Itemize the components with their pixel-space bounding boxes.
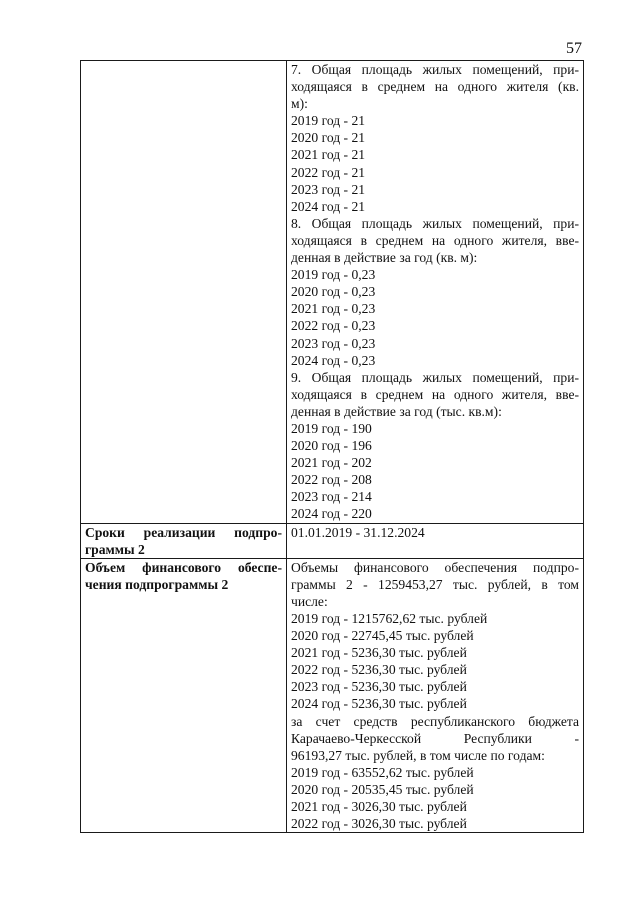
row-value-line: 2020 год - 22745,45 тыс. рублей bbox=[291, 628, 474, 644]
row-value-line: 2023 год - 5236,30 тыс. рублей bbox=[291, 679, 467, 695]
row-value-line: 2019 год - 0,23 bbox=[291, 267, 376, 283]
row-value-line: 2022 год - 3026,30 тыс. рублей bbox=[291, 816, 467, 832]
row-value-line: 2022 год - 5236,30 тыс. рублей bbox=[291, 662, 467, 678]
row-value-line: Объемы финансового обеспечения подпро- bbox=[291, 559, 579, 575]
row-value-line: 2019 год - 21 bbox=[291, 113, 366, 129]
row-value-line: 96193,27 тыс. рублей, в том числе по годам: bbox=[291, 747, 545, 763]
row-value-line: за счет средств республиканского бюджета bbox=[291, 713, 579, 729]
row-value-line: 2020 год - 196 bbox=[291, 438, 372, 454]
row-value-line: 2021 год - 202 bbox=[291, 455, 372, 471]
row-value-line: 2024 год - 5236,30 тыс. рублей bbox=[291, 696, 467, 712]
row-value-line: Карачаево-Черкесской Республики - bbox=[291, 730, 579, 746]
row-value-line: числе: bbox=[291, 593, 328, 609]
row-value-line: ходящаяся в среднем на одного жителя, вве- bbox=[291, 386, 579, 402]
row-label-cell bbox=[81, 61, 287, 524]
row-value-line: 2022 год - 0,23 bbox=[291, 318, 376, 334]
row-value-line: 2024 год - 220 bbox=[291, 506, 372, 522]
row-value-cell bbox=[287, 558, 584, 833]
row-value-line: 2021 год - 21 bbox=[291, 147, 366, 163]
row-value-line: 01.01.2019 - 31.12.2024 bbox=[291, 524, 425, 540]
row-value-cell bbox=[287, 523, 584, 558]
row-value-line: м): bbox=[291, 96, 308, 112]
row-value-line: 2020 год - 0,23 bbox=[291, 284, 376, 300]
row-value-line: денная в действие за год (кв. м): bbox=[291, 250, 478, 266]
table-row bbox=[81, 61, 584, 524]
row-value-line: 2021 год - 3026,30 тыс. рублей bbox=[291, 799, 467, 815]
row-value-line: 2020 год - 20535,45 тыс. рублей bbox=[291, 781, 474, 797]
row-label-line: граммы 2 bbox=[85, 541, 145, 557]
row-label-line: Сроки реализации подпро- bbox=[85, 524, 282, 540]
row-label-cell bbox=[81, 558, 287, 833]
row-label-line: чения подпрограммы 2 bbox=[85, 576, 229, 592]
row-value-line: 8. Общая площадь жилых помещений, при- bbox=[291, 215, 579, 231]
row-value-line: ходящаяся в среднем на одного жителя, вве- bbox=[291, 232, 579, 248]
row-value-line: 2021 год - 0,23 bbox=[291, 301, 376, 317]
table-row bbox=[81, 558, 584, 833]
row-value-line: 2023 год - 0,23 bbox=[291, 335, 376, 351]
row-value-line: 2023 год - 21 bbox=[291, 181, 366, 197]
row-label-cell bbox=[81, 523, 287, 558]
row-value-line: ходящаяся в среднем на одного жителя (кв. bbox=[291, 79, 579, 95]
row-value-line: 2022 год - 21 bbox=[291, 164, 366, 180]
row-value-line: 2019 год - 63552,62 тыс. рублей bbox=[291, 764, 474, 780]
table-row bbox=[81, 523, 584, 558]
table-body bbox=[81, 61, 584, 833]
row-value-line: 2019 год - 1215762,62 тыс. рублей bbox=[291, 611, 488, 626]
row-value-line: 9. Общая площадь жилых помещений, при- bbox=[291, 369, 579, 385]
row-value-line: 2022 год - 208 bbox=[291, 472, 372, 488]
page-number: 57 bbox=[566, 40, 582, 57]
row-value-line: 2019 год - 190 bbox=[291, 420, 372, 436]
row-value-line: 7. Общая площадь жилых помещений, при- bbox=[291, 62, 579, 77]
row-value-line: 2024 год - 0,23 bbox=[291, 352, 376, 368]
row-value-line: граммы 2 - 1259453,27 тыс. рублей, в том bbox=[291, 576, 579, 592]
row-label-line: Объем финансового обеспе- bbox=[85, 559, 282, 575]
row-value-line: 2020 год - 21 bbox=[291, 130, 366, 146]
passport-table bbox=[80, 60, 584, 833]
row-value-line: 2021 год - 5236,30 тыс. рублей bbox=[291, 645, 467, 661]
row-value-cell bbox=[287, 61, 584, 524]
row-value-line: денная в действие за год (тыс. кв.м): bbox=[291, 403, 502, 419]
row-value-line: 2023 год - 214 bbox=[291, 489, 372, 505]
row-value-line: 2024 год - 21 bbox=[291, 198, 366, 214]
